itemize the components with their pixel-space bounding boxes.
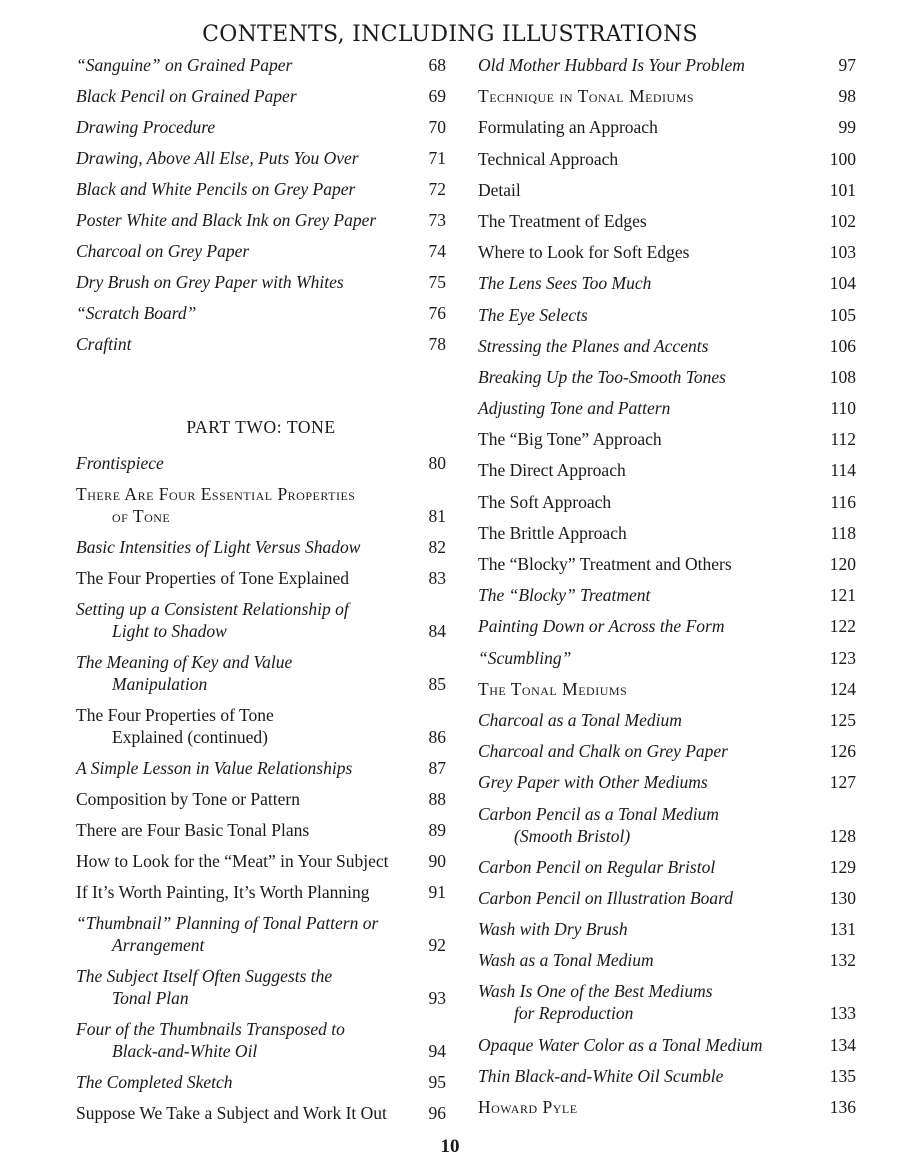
toc-entry-page: 133: [829, 1003, 856, 1024]
toc-entry: [478, 1065, 856, 1087]
toc-entry-title-continuation: of Tone: [112, 506, 171, 526]
toc-entry: [478, 771, 856, 793]
toc-entry: [478, 887, 856, 909]
toc-entry-title: [76, 1071, 429, 1093]
toc-entry: [76, 1102, 446, 1124]
toc-entry-page: 104: [829, 273, 856, 294]
toc-entry-page: 76: [428, 303, 446, 323]
toc-entry-page: 86: [428, 727, 446, 747]
toc-entry: [76, 881, 446, 903]
toc-entry-title: [76, 1102, 429, 1124]
toc-entry-title-line: Drawing, Above All Else, Puts You Over: [76, 148, 359, 168]
toc-entry-title: [478, 615, 830, 637]
toc-entry: [478, 428, 856, 450]
toc-entry: [478, 553, 856, 575]
toc-entry-title: [76, 178, 429, 200]
toc-entry: [76, 147, 446, 169]
toc-entry: [478, 179, 856, 201]
toc-entry-page: 80: [428, 453, 446, 473]
toc-entry-title: [478, 179, 830, 201]
toc-entry: [76, 116, 446, 138]
toc-entry-title: [76, 850, 429, 872]
toc-entry: [478, 241, 856, 263]
toc-entry: [76, 965, 446, 1009]
toc-entry-title: [478, 771, 830, 793]
toc-entry-title-line: Technique in Tonal Mediums: [478, 86, 695, 107]
toc-entry-title: [76, 302, 429, 324]
toc-entry-title-line: “Thumbnail” Planning of Tonal Pattern or: [76, 913, 379, 933]
toc-entry-page: 78: [428, 334, 446, 354]
toc-entry: [76, 788, 446, 810]
toc-entry-title-line: Adjusting Tone and Pattern: [478, 398, 671, 419]
toc-entry-title-continuation: Tonal Plan: [112, 988, 189, 1008]
toc-entry-title-line: The Four Properties of Tone: [76, 705, 274, 725]
toc-entry-page: 74: [428, 241, 446, 261]
toc-entry: [76, 1071, 446, 1093]
toc-entry: [478, 709, 856, 731]
toc-entry-title-line: Black Pencil on Grained Paper: [76, 86, 297, 106]
toc-entry-title: [478, 1096, 830, 1118]
toc-entry: [478, 335, 856, 357]
toc-entry-page: 99: [838, 117, 856, 138]
toc-entry-title: [478, 335, 830, 357]
toc-entry-title-line: Composition by Tone or Pattern: [76, 789, 300, 809]
toc-entry-page: 70: [428, 117, 446, 137]
toc-entry: [76, 483, 446, 527]
page-number: 10: [440, 1136, 460, 1157]
toc-entry-page: 81: [428, 506, 446, 526]
toc-entry-title: [478, 1034, 830, 1056]
toc-entry-title-continuation: Black-and-White Oil: [112, 1041, 258, 1061]
toc-entry: [76, 536, 446, 558]
toc-entry: [478, 980, 856, 1024]
page-title: CONTENTS, INCLUDING ILLUSTRATIONS: [202, 22, 698, 47]
toc-entry-title-line: A Simple Lesson in Value Relationships: [76, 758, 353, 778]
toc-entry: [76, 819, 446, 841]
toc-entry-page: 123: [829, 647, 856, 668]
toc-entry-title: [478, 397, 830, 419]
left-column: [76, 54, 446, 1133]
toc-entry-title-line: If It’s Worth Painting, It’s Worth Planning: [76, 882, 370, 902]
toc-entry-page: 95: [428, 1072, 446, 1092]
toc-entry-title-continuation: Explained (continued): [112, 727, 268, 747]
toc-entry-page: 96: [428, 1103, 446, 1123]
toc-entry: [478, 949, 856, 971]
toc-entry: [76, 333, 446, 355]
toc-entry-title-line: Poster White and Black Ink on Grey Paper: [76, 210, 377, 230]
toc-entry-title: [76, 788, 429, 810]
toc-entry-page: 134: [829, 1034, 856, 1055]
toc-entry-page: 110: [830, 398, 856, 419]
toc-entry-title-line: Carbon Pencil on Regular Bristol: [478, 856, 716, 877]
toc-entry-title: [478, 1065, 830, 1087]
toc-entry-title-line: The Four Properties of Tone Explained: [76, 568, 350, 588]
toc-entry-page: 105: [829, 304, 856, 325]
toc-entry-title: [76, 147, 429, 169]
toc-entry-title: [478, 980, 830, 1024]
toc-entry-page: 112: [830, 429, 856, 450]
toc-entry-page: 93: [428, 988, 446, 1008]
toc-entry-page: 84: [428, 621, 446, 641]
toc-entry-page: 82: [428, 537, 446, 557]
toc-entry-title: [76, 85, 429, 107]
toc-entry-title-line: There Are Four Essential Properties: [76, 484, 356, 504]
toc-entry: [76, 912, 446, 956]
toc-entry-title-line: The Lens Sees Too Much: [478, 273, 652, 294]
toc-entry-title-line: The Direct Approach: [478, 460, 626, 481]
toc-entry: [478, 85, 856, 107]
toc-entry-title: [76, 819, 429, 841]
toc-entry-title-line: The Eye Selects: [478, 304, 588, 325]
toc-entry-title-line: Wash as a Tonal Medium: [478, 950, 654, 971]
toc-entry-page: 136: [829, 1097, 856, 1117]
toc-entry-title: [76, 598, 429, 642]
toc-entry-title-line: The Treatment of Edges: [478, 210, 647, 231]
toc-entry-title-continuation: Light to Shadow: [112, 621, 227, 641]
toc-entry-page: 94: [428, 1041, 446, 1061]
toc-entry: [478, 1034, 856, 1056]
toc-entry-page: 89: [428, 820, 446, 840]
toc-entry-page: 92: [428, 935, 446, 955]
toc-entry-page: 72: [428, 179, 446, 199]
toc-entry-title-line: Charcoal as a Tonal Medium: [478, 709, 682, 730]
toc-entry-page: 101: [829, 179, 856, 200]
toc-entry: [478, 148, 856, 170]
toc-entry: [478, 584, 856, 606]
toc-entry: [76, 567, 446, 589]
toc-entry-page: 124: [829, 678, 856, 699]
toc-entry-title-continuation: Manipulation: [112, 674, 208, 694]
toc-entry-title: [478, 522, 830, 544]
toc-entry-title: [76, 116, 429, 138]
right-column: [478, 54, 856, 1127]
toc-entry-title: [76, 912, 429, 956]
toc-entry: [478, 366, 856, 388]
toc-entry: [478, 272, 856, 294]
toc-entry-page: 135: [829, 1065, 856, 1086]
toc-entry-title-line: Drawing Procedure: [76, 117, 216, 137]
toc-entry-title-continuation: Arrangement: [112, 935, 205, 955]
toc-entry-title-line: The Subject Itself Often Suggests the: [76, 966, 333, 986]
toc-entry-title-line: Black and White Pencils on Grey Paper: [76, 179, 356, 199]
left-entries-part-two: [76, 452, 446, 1124]
toc-entry-title: [478, 491, 830, 513]
toc-entry-title: [76, 271, 429, 293]
toc-entry: [76, 54, 446, 76]
toc-entry-title: [478, 553, 830, 575]
toc-entry-page: 118: [830, 522, 856, 543]
toc-entry: [76, 240, 446, 262]
toc-entry-title-line: The “Blocky” Treatment: [478, 585, 651, 606]
toc-entry-title-line: Charcoal on Grey Paper: [76, 241, 250, 261]
toc-entry-title-line: Stressing the Planes and Accents: [478, 335, 709, 356]
toc-entry-page: 120: [829, 554, 856, 574]
part-two-heading: PART TWO: TONE: [186, 417, 336, 437]
toc-entry-title-line: How to Look for the “Meat” in Your Subject: [76, 851, 389, 871]
toc-entry-page: 130: [829, 887, 856, 908]
toc-entry: [76, 178, 446, 200]
toc-entry-title: [478, 85, 839, 107]
toc-entry: [478, 210, 856, 232]
toc-entry: [478, 459, 856, 481]
toc-entry-title: [478, 459, 830, 481]
toc-entry: [76, 598, 446, 642]
toc-entry-page: 108: [829, 366, 856, 387]
toc-entry-title-continuation: for Reproduction: [514, 1003, 634, 1024]
toc-entry-title-line: There are Four Basic Tonal Plans: [76, 820, 310, 840]
toc-entry-page: 121: [829, 585, 856, 606]
toc-entry-page: 100: [829, 148, 856, 169]
toc-entry-title-line: The Tonal Mediums: [478, 678, 628, 699]
toc-entry-title: [76, 965, 429, 1009]
toc-entry: [76, 302, 446, 324]
toc-entry-title: [478, 740, 830, 762]
toc-entry: [478, 491, 856, 513]
toc-entry-page: 87: [428, 758, 446, 778]
toc-entry: [76, 1018, 446, 1062]
toc-entry-title: [478, 584, 830, 606]
toc-entry-page: 68: [428, 55, 446, 75]
right-entries: [478, 54, 856, 1118]
toc-entry-page: 132: [829, 950, 856, 971]
toc-entry-title-line: Technical Approach: [478, 148, 619, 169]
toc-entry: [478, 678, 856, 700]
toc-entry-page: 73: [428, 210, 446, 230]
toc-entry-title-line: The Soft Approach: [478, 491, 612, 512]
toc-entry-title-line: “Scratch Board”: [76, 303, 197, 323]
toc-entry: [478, 397, 856, 419]
toc-entry-title-line: Suppose We Take a Subject and Work It Out: [76, 1103, 387, 1123]
toc-entry: [478, 856, 856, 878]
toc-entry-title-line: Howard Pyle: [478, 1097, 578, 1117]
toc-entry-page: 69: [428, 86, 446, 106]
toc-entry-title-line: “Sanguine” on Grained Paper: [76, 55, 293, 75]
toc-entry-title: [76, 1018, 429, 1062]
toc-entry-title: [76, 881, 429, 903]
toc-entry-title: [478, 803, 830, 847]
toc-entry-title-line: Charcoal and Chalk on Grey Paper: [478, 741, 728, 762]
toc-entry-page: 116: [830, 491, 856, 512]
toc-entry-title: [76, 209, 429, 231]
toc-entry-title: [478, 887, 830, 909]
toc-entry-title: [478, 210, 830, 232]
toc-entry-title-line: Opaque Water Color as a Tonal Medium: [478, 1034, 763, 1055]
toc-entry-title: [478, 428, 830, 450]
toc-entry: [76, 651, 446, 695]
toc-entry-title: [478, 949, 830, 971]
toc-entry: [478, 615, 856, 637]
toc-entry: [478, 1096, 856, 1118]
toc-entry-page: 128: [829, 825, 856, 846]
toc-entry-page: 125: [829, 709, 856, 730]
toc-entry-page: 98: [838, 86, 856, 107]
toc-entry-page: 90: [428, 851, 446, 871]
toc-entry-page: 114: [830, 460, 856, 481]
toc-entry: [478, 918, 856, 940]
toc-entry-page: 103: [829, 242, 856, 263]
toc-entry-page: 88: [428, 789, 446, 809]
toc-entry: [478, 740, 856, 762]
toc-entry-title-line: Frontispiece: [76, 453, 164, 473]
toc-entry-title-line: Breaking Up the Too-Smooth Tones: [478, 366, 726, 387]
toc-entry-title: [76, 483, 429, 527]
toc-entry-title-line: Dry Brush on Grey Paper with Whites: [76, 272, 344, 292]
toc-entry-page: 129: [829, 856, 856, 877]
toc-entry-page: 126: [829, 741, 856, 762]
toc-entry-title-line: Grey Paper with Other Mediums: [478, 772, 708, 793]
toc-entry-page: 127: [829, 772, 856, 793]
toc-entry-title-line: “Scumbling”: [478, 647, 572, 668]
toc-entry-title: [478, 272, 830, 294]
toc-entry-page: 122: [829, 616, 856, 637]
toc-entry-title: [478, 54, 839, 76]
toc-entry-title-continuation: (Smooth Bristol): [514, 825, 631, 846]
toc-entry-page: 131: [829, 919, 856, 940]
toc-entry-page: 97: [838, 55, 856, 75]
toc-entry-title: [76, 651, 429, 695]
toc-entry-title-line: Thin Black-and-White Oil Scumble: [478, 1065, 724, 1086]
toc-entry-title-line: Basic Intensities of Light Versus Shadow: [76, 537, 361, 557]
toc-entry-title-line: The Completed Sketch: [76, 1072, 233, 1092]
toc-entry-title: [478, 241, 830, 263]
toc-entry: [76, 209, 446, 231]
toc-entry-title: [76, 333, 429, 355]
toc-entry: [76, 704, 446, 748]
toc-entry-title: [478, 647, 830, 669]
toc-entry-title: [478, 709, 830, 731]
toc-entry-title: [76, 452, 429, 474]
toc-entry-title: [478, 148, 830, 170]
toc-entry-title: [478, 678, 830, 700]
toc-entry: [478, 304, 856, 326]
toc-entry-title-line: The Meaning of Key and Value: [76, 652, 293, 672]
toc-entry-title-line: Painting Down or Across the Form: [478, 616, 725, 637]
toc-entry-page: 85: [428, 674, 446, 694]
toc-entry-title: [478, 304, 830, 326]
toc-entry-title-line: The “Big Tone” Approach: [478, 429, 662, 450]
toc-entry-title-line: Four of the Thumbnails Transposed to: [76, 1019, 345, 1039]
left-entries-part-one: [76, 54, 446, 355]
toc-entry-page: 102: [829, 210, 856, 231]
toc-entry: [478, 522, 856, 544]
toc-entry-title-line: Wash Is One of the Best Mediums: [478, 981, 713, 1002]
toc-entry-title-line: Setting up a Consistent Relationship of: [76, 599, 349, 619]
toc-entry-title-line: Carbon Pencil as a Tonal Medium: [478, 803, 719, 824]
toc-entry-title-line: Where to Look for Soft Edges: [478, 242, 690, 263]
toc-entry-title: [76, 704, 429, 748]
toc-entry-title-line: The “Blocky” Treatment and Others: [478, 554, 732, 574]
toc-entry-title: [76, 567, 429, 589]
toc-entry-title: [76, 757, 429, 779]
toc-entry-title: [478, 856, 830, 878]
toc-entry-page: 75: [428, 272, 446, 292]
toc-entry-title: [478, 366, 830, 388]
toc-entry-title: [478, 116, 839, 138]
toc-entry: [76, 850, 446, 872]
toc-entry-title: [76, 54, 429, 76]
toc-entry: [76, 452, 446, 474]
toc-entry-page: 91: [428, 882, 446, 902]
toc-entry: [76, 271, 446, 293]
toc-entry-page: 71: [428, 148, 446, 168]
toc-entry: [478, 116, 856, 138]
toc-entry: [478, 54, 856, 76]
toc-entry: [478, 647, 856, 669]
toc-entry-title-line: The Brittle Approach: [478, 522, 627, 543]
toc-entry-title-line: Formulating an Approach: [478, 117, 658, 138]
toc-entry-page: 83: [428, 568, 446, 588]
toc-entry: [76, 757, 446, 779]
toc-entry-title-line: Carbon Pencil on Illustration Board: [478, 887, 734, 908]
toc-entry-title-line: Detail: [478, 179, 521, 200]
toc-entry-title-line: Old Mother Hubbard Is Your Problem: [478, 55, 745, 75]
toc-entry-title: [478, 918, 830, 940]
toc-entry-title: [76, 240, 429, 262]
toc-entry: [76, 85, 446, 107]
toc-entry-title-line: Craftint: [76, 334, 132, 354]
toc-entry-title-line: Wash with Dry Brush: [478, 919, 628, 940]
toc-entry-title: [76, 536, 429, 558]
toc-entry-page: 106: [829, 335, 856, 356]
toc-entry: [478, 803, 856, 847]
